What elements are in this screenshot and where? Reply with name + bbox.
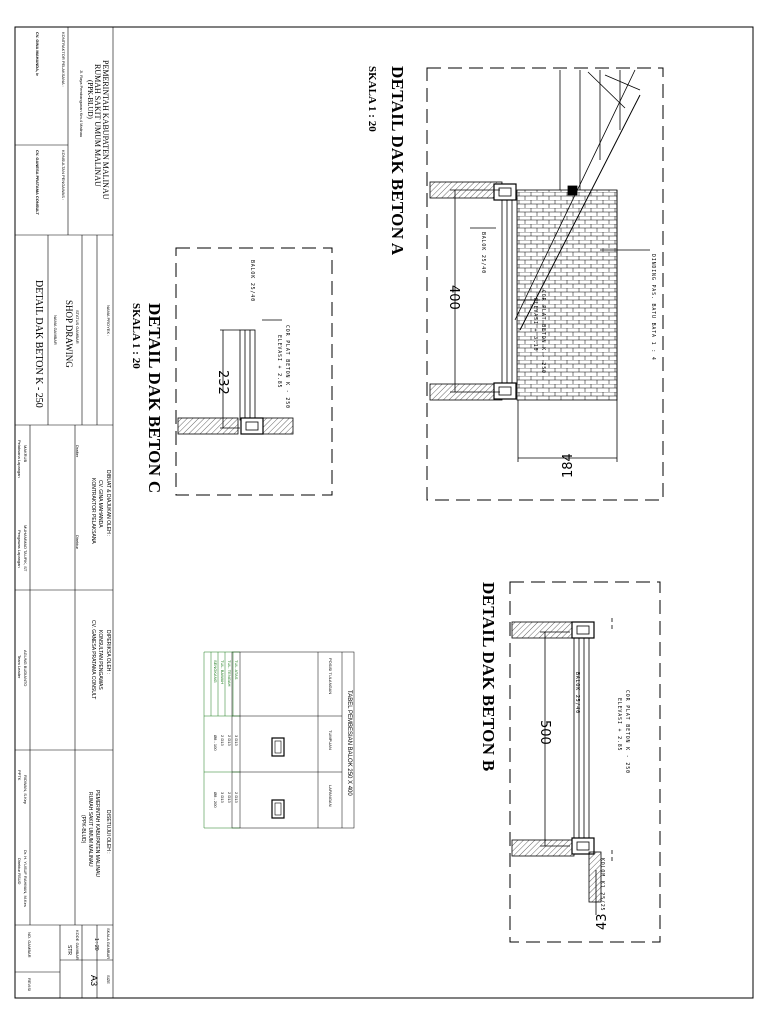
table-cell-lapangan: 3 D13	[220, 792, 225, 803]
tb-dibuat-role: KONTRAKTOR PELAKSANA	[90, 478, 96, 544]
table-col-header: POSISI TULANGAN	[328, 658, 333, 695]
tb-contractor-name: CV. GINA MAHANDA, Ir	[35, 32, 40, 76]
table-row-label: TUL. TENGAH	[227, 660, 232, 687]
detail-a-label-balok: BALOK 25/40	[480, 232, 486, 274]
tb-drawing-header: NAMA GAMBAR	[53, 315, 58, 345]
sheet-border	[15, 27, 753, 998]
tb-skala-value: 1 : 20	[93, 938, 99, 951]
tb-sig1-name: MAKRUB	[23, 445, 28, 463]
tb-size-label: SIZE	[106, 975, 111, 984]
tb-sig3-name: AGUNG BUDIANTO	[23, 650, 28, 687]
tb-no-label: NO. GAMBAR	[27, 932, 32, 958]
detail-a-label-dinding: DINDING PAS. BATU BATA 1 : 4	[650, 254, 656, 361]
tb-disetujui-owner-3: (PPK-BLUD)	[80, 815, 86, 844]
detail-b-label-cor: COR PLAT BETON K - 250	[624, 690, 630, 774]
tb-project-header: NAMA PROYEK :	[106, 305, 111, 337]
detail-b-label-elevasi: ELEVASI + 2.85	[616, 698, 622, 752]
detail-b-title: DETAIL DAK BETON B	[479, 582, 498, 772]
tb-owner-line-2: RUMAH SAKIT UMUM MALINAU	[93, 64, 102, 187]
tb-size-value: A3	[89, 975, 99, 987]
detail-a-title: DETAIL DAK BETON A	[388, 66, 407, 256]
detail-c-label-elevasi: ELEVASI + 2.85	[276, 335, 282, 389]
detail-a-scale: SKALA 1 : 20	[366, 66, 378, 132]
table-row-label: TUL. BAWAH	[220, 660, 225, 685]
detail-a-dim-side: 184	[561, 453, 576, 478]
tb-sig4-name: RIDWAN, S.Kep	[23, 775, 28, 805]
detail-a-label-cor: COR PLAT BETON K - 250	[540, 290, 546, 374]
tb-sig4-role: PPTK	[17, 770, 22, 781]
tb-owner-line-3: (PPK-BLUD)	[86, 80, 94, 119]
table-cell-tumpuan: 3 D13	[234, 735, 239, 746]
tb-status: SHOP DRAWING	[64, 300, 74, 368]
detail-c-title: DETAIL DAK BETON C	[145, 303, 164, 494]
detail-c-scale: SKALA 1 : 20	[130, 303, 142, 369]
tb-skala-label: SKALA GAMBAR	[106, 928, 111, 960]
detail-b-dim-side: 43	[595, 913, 610, 930]
tb-consultant-header: KONSULTAN PENGAWAS :	[61, 150, 66, 201]
table-cell-tumpuan: Ø8 - 100	[213, 735, 218, 751]
tb-disetujui-owner-1: PEMERINTAH KABUPATEN MALINAU	[94, 790, 100, 877]
tb-director-label: Direktur	[75, 535, 80, 550]
table-cell-tumpuan: 2 D13	[220, 735, 225, 746]
detail-b-dim-width: 500	[537, 720, 552, 745]
table-col-lapangan: LAPANGAN	[328, 785, 333, 807]
tb-drafter-label: Drafter	[75, 445, 80, 458]
detail-a-dim-width: 400	[446, 285, 461, 310]
table-row-label: TUL. ATAS	[234, 660, 239, 680]
detail-c-dim-width: 232	[215, 370, 230, 395]
table-cell-lapangan: 2 D13	[227, 792, 232, 803]
tb-sig5-role: Direktur RSUD	[17, 858, 22, 885]
table-cell-lapangan: 2 D13	[234, 792, 239, 803]
tb-drawing-name: DETAIL DAK BETON K - 250	[33, 280, 44, 408]
tb-dibuat-header: DIBUAT & DIAJUKAN OLEH :	[105, 470, 111, 537]
tb-diperiksa-role: KONSULTAN PENGAWAS	[97, 630, 103, 690]
tb-disetujui-owner-2: RUMAH SAKIT UMUM MALINAU	[87, 792, 93, 867]
detail-c-label-cor: COR PLAT BETON K - 250	[284, 325, 290, 409]
tb-sig5-name: Dr. H. YUSUF RAHMAN, M.Kes	[23, 850, 28, 907]
table-col-tumpuan: TUMPUAN	[328, 730, 333, 750]
table-cell-lapangan: Ø8 - 200	[213, 792, 218, 808]
detail-a-label-elevasi: ELEVASI + 3.10	[532, 298, 538, 352]
tb-disetujui-header: DISETUJUI OLEH :	[105, 810, 111, 854]
tb-dibuat-company: CV. GINA MAHANDA	[97, 480, 103, 528]
table-title: TABEL PEMBESIAN BALOK 250 X 400	[346, 690, 352, 796]
tb-kode-value: STR	[66, 945, 72, 955]
tb-kode-label: KODE GAMBAR	[75, 930, 80, 960]
tb-sig2-role: Pengawas Lapangan	[17, 530, 22, 568]
detail-b-drawing	[512, 618, 612, 915]
tb-owner-line-1: PEMERINTAH KABUPATEN MALINAU	[101, 60, 110, 200]
tb-sig1-role: Pelaksana Lapangan	[17, 440, 22, 478]
table-cell-tumpuan: 2 D13	[227, 735, 232, 746]
detail-a-drawing	[430, 70, 650, 462]
detail-b-label-kolom: KOLOM K1 25/25	[599, 858, 605, 912]
detail-b-label-balok: BALOK 25/40	[574, 672, 580, 714]
tb-revisi-label: REVISI	[27, 978, 32, 992]
tb-diperiksa-company: CV. GANESA PRATAMA CONSULT	[90, 620, 96, 700]
tb-sig3-role: Team Leader	[17, 655, 22, 679]
tb-consultant-name: CV. GANESA PRATAMA CONSULT	[35, 150, 40, 215]
tb-owner-address: Jl. Raya Pembangunan Km.4 Malinau	[79, 70, 84, 138]
tb-sig2-name: MUHAMMAD TAUFIK, ST	[23, 525, 28, 572]
tb-contractor-header: KONTRAKTOR PELAKSANA :	[61, 32, 66, 87]
tb-status-header: STATUS GAMBAR	[75, 310, 80, 344]
table-row-label: SENGKANG	[213, 660, 218, 683]
detail-c-label-balok: BALOK 25/40	[249, 260, 255, 302]
tb-diperiksa-header: DIPERIKSA OLEH :	[105, 630, 111, 675]
